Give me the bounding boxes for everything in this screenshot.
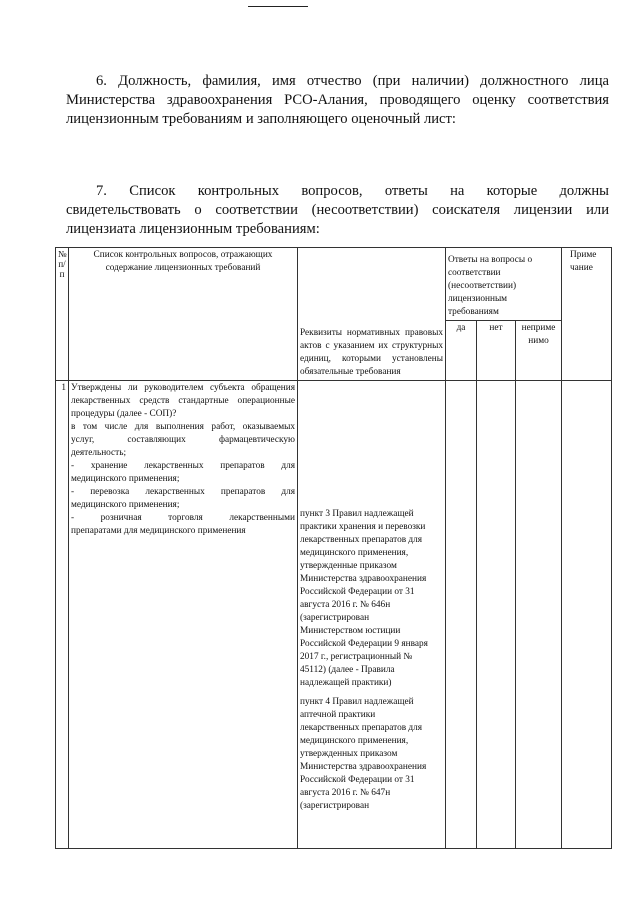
requisites-line: пункт 4 Правил надлежащей (300, 697, 414, 707)
requisites-line: медицинского применения, (300, 548, 409, 558)
section-7-line-3: лицензиата лицензионным требованиям: (66, 221, 320, 237)
header-number: № п/п (56, 248, 69, 381)
row-requisites (298, 381, 446, 849)
question-line: деятельность; (71, 448, 127, 458)
requisites-line: утвержденных приказом (300, 749, 398, 759)
question-line: медицинского применения; (71, 474, 180, 484)
table-row (56, 381, 612, 849)
question-line: медицинского применения; (71, 500, 180, 510)
section-6-line-1: 6. Должность, фамилия, имя отчество (при наличии) должностного лица (96, 73, 609, 89)
question-line: - хранение лекарственных препаратов для (71, 461, 295, 471)
section-6-line-2: Министерства здравоохранения РСО-Алания, проводящего оценку соответствия (66, 92, 609, 108)
answer-yes-cell[interactable] (446, 381, 477, 849)
answer-no-cell[interactable] (477, 381, 516, 849)
question-line: лекарственных средств стандартные операционные (71, 396, 295, 406)
question-line: - перевозка лекарственных препаратов для (71, 487, 295, 497)
requisites-line: (зарегистрирован (300, 801, 370, 811)
section-6-paragraph (66, 72, 609, 129)
checklist-table (55, 247, 612, 849)
section-6-line-3: лицензионным требованиям и заполняющего оценочный лист: (66, 111, 456, 127)
requisites-block-2 (300, 696, 443, 813)
requisites-line: лекарственных препаратов для (300, 723, 423, 733)
requisites-line: надлежащей практики) (300, 678, 392, 688)
header-requisites: Реквизиты нормативных правовых актов с указанием их структурных единиц, которыми установлены обязательные требования (298, 248, 446, 381)
top-rule (248, 6, 308, 7)
requisites-line: Министерства здравоохранения (300, 762, 427, 772)
requisites-line: аптечной практики (300, 710, 376, 720)
requisites-line: августа 2016 г. № 647н (300, 788, 391, 798)
header-yes: да (446, 321, 477, 381)
question-line: препаратами для медицинского применения (71, 526, 246, 536)
header-not-applicable: неприме нимо (516, 321, 562, 381)
requisites-line: пункт 3 Правил надлежащей (300, 509, 414, 519)
section-7-line-1: 7. Список контрольных вопросов, ответы на которые должны (96, 183, 609, 199)
requisites-line: 45112) (далее - Правила (300, 665, 395, 675)
requisites-line: Российской Федерации 9 января (300, 639, 428, 649)
requisites-line: Российской Федерации от 31 (300, 775, 415, 785)
requisites-line: медицинского применения, (300, 736, 409, 746)
question-line: Утверждены ли руководителем субъекта обращения (71, 383, 295, 393)
question-line: в том числе для выполнения работ, оказываемых (71, 422, 295, 432)
row-number: 1 (56, 381, 69, 849)
answer-not-applicable-cell[interactable] (516, 381, 562, 849)
question-line: - розничная торговля лекарственными (71, 513, 295, 523)
requisites-line: Российской Федерации от 31 (300, 587, 415, 597)
section-7-paragraph (66, 182, 609, 239)
question-line: услуг, составляющих фармацевтическую (71, 435, 295, 445)
requisites-line: августа 2016 г. № 646н (300, 600, 391, 610)
requisites-line: 2017 г., регистрационный № (300, 652, 413, 662)
requisites-line: Министерства здравоохранения (300, 574, 427, 584)
requisites-line: (зарегистрирован (300, 613, 370, 623)
requisites-line: Министерством юстиции (300, 626, 401, 636)
requisites-line: лекарственных препаратов для (300, 535, 423, 545)
requisites-block-1 (300, 508, 443, 690)
header-answers: Ответы на вопросы о соответствии (несоответствии) лицензионным требованиям (446, 248, 562, 321)
requisites-line: утвержденные приказом (300, 561, 397, 571)
requisites-line: практики хранения и перевозки (300, 522, 426, 532)
question-line: процедуры (далее - СОП)? (71, 409, 177, 419)
note-cell[interactable] (562, 381, 612, 849)
header-question-list: Список контрольных вопросов, отражающих содержание лицензионных требований (69, 248, 298, 381)
header-note: Приме чание (562, 248, 612, 381)
row-question (69, 381, 298, 849)
section-7-line-2: свидетельствовать о соответствии (несоответствии) соискателя лицензии или (66, 202, 609, 218)
header-no: нет (477, 321, 516, 381)
